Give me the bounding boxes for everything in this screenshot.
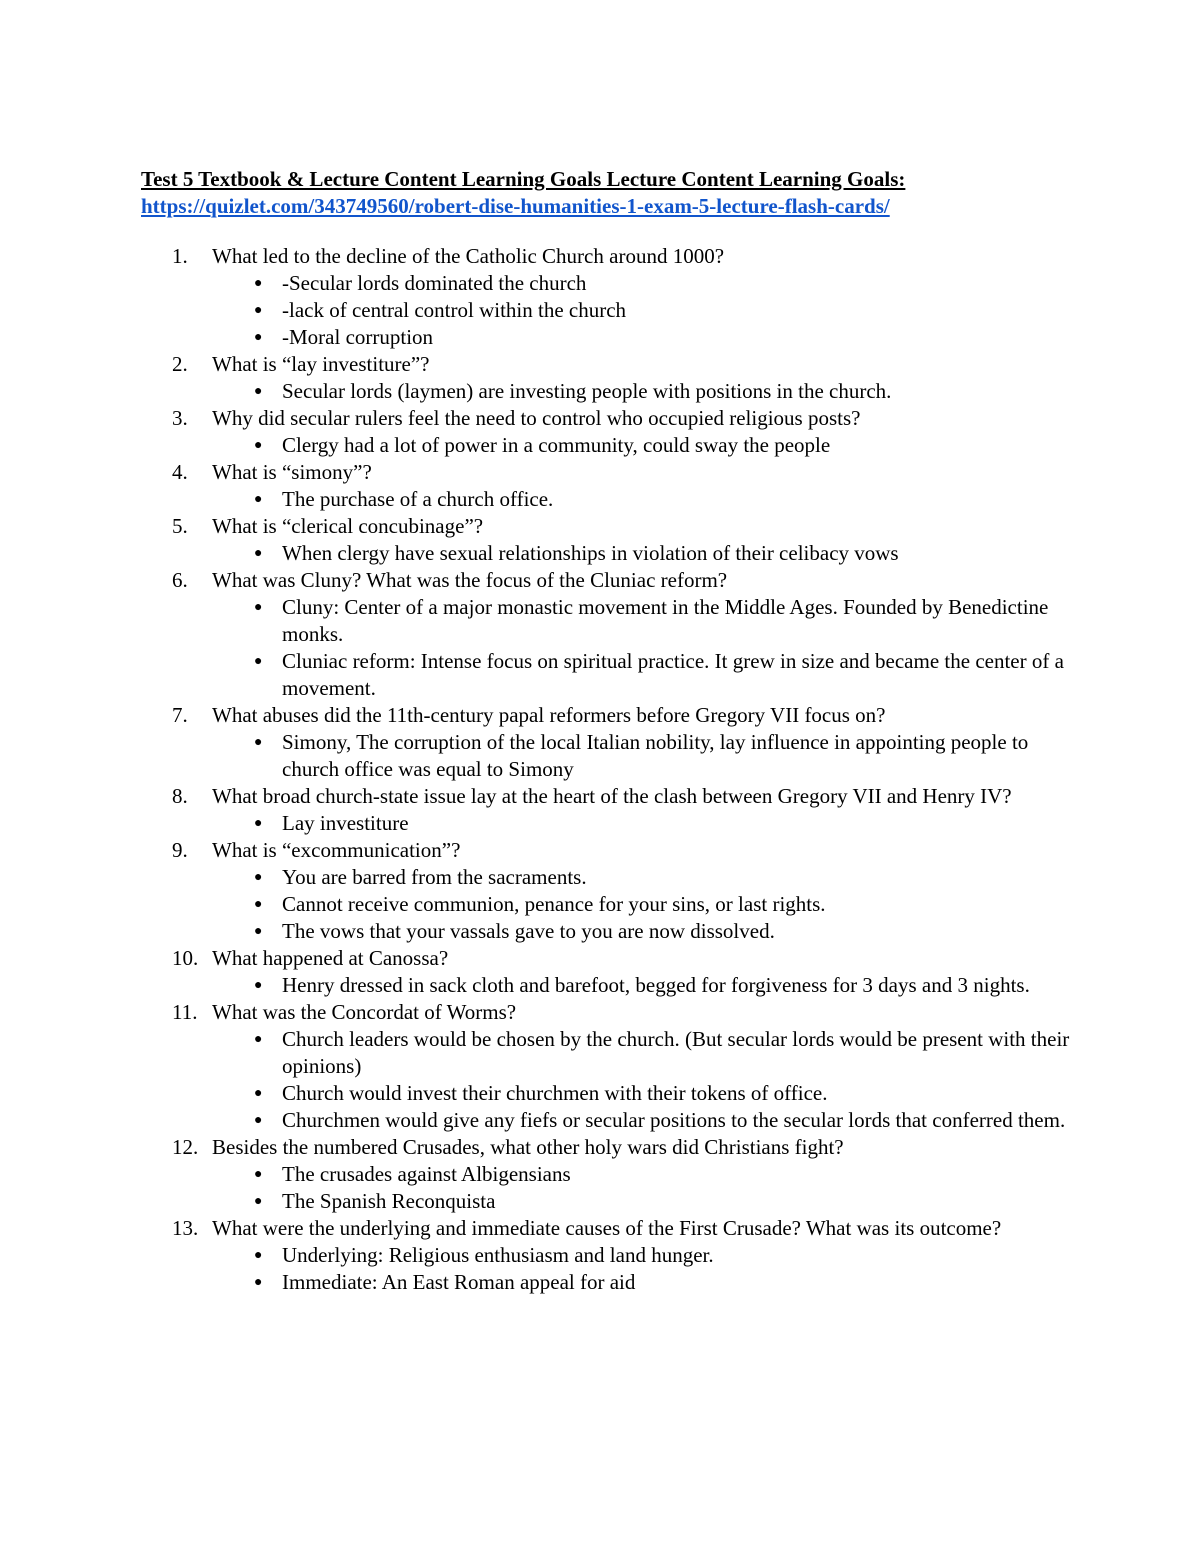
answer-text: The Spanish Reconquista [282, 1189, 496, 1213]
document-header [141, 166, 1081, 220]
question-number: 7. [172, 703, 188, 727]
question-number: 2. [172, 352, 188, 376]
answer-text: The crusades against Albigensians [282, 1162, 571, 1186]
question-item [172, 243, 1072, 351]
answer-item [212, 486, 1072, 513]
bullet-icon: ● [254, 1248, 263, 1263]
question-number: 6. [172, 568, 188, 592]
question-number: 9. [172, 838, 188, 862]
answer-text: Church leaders would be chosen by the church. (But secular lords would be present with their opinions) [282, 1027, 1070, 1078]
answer-text: You are barred from the sacraments. [282, 865, 587, 889]
question-text: What was the Concordat of Worms? [212, 1000, 517, 1024]
answer-item [212, 432, 1072, 459]
answer-list [212, 729, 1072, 783]
question-text: Besides the numbered Crusades, what other holy wars did Christians fight? [212, 1135, 844, 1159]
answer-list [212, 540, 1072, 567]
answer-item [212, 1269, 1072, 1296]
answer-text: Simony, The corruption of the local Italian nobility, lay influence in appointing people to church office was equal to Simony [282, 730, 1029, 781]
answer-item [212, 378, 1072, 405]
bullet-icon: ● [254, 978, 263, 993]
answer-item [212, 1242, 1072, 1269]
question-text: What is “simony”? [212, 460, 372, 484]
question-text: What broad church-state issue lay at the heart of the clash between Gregory VII and Henry IV? [212, 784, 1012, 808]
question-item [172, 567, 1072, 702]
question-number: 13. [172, 1216, 199, 1240]
question-text: What is “clerical concubinage”? [212, 514, 484, 538]
answer-list [212, 594, 1072, 702]
answer-text: Church would invest their churchmen with their tokens of office. [282, 1081, 828, 1105]
question-text: What happened at Canossa? [212, 946, 449, 970]
answer-text: Cluniac reform: Intense focus on spiritual practice. It grew in size and became the center of a movement. [282, 649, 1064, 700]
document-title: Test 5 Textbook & Lecture Content Learning Goals Lecture Content Learning Goals: [141, 167, 906, 191]
answer-item [212, 270, 1072, 297]
answer-item [212, 1026, 1072, 1080]
answer-list [212, 1161, 1072, 1215]
question-number: 12. [172, 1135, 199, 1159]
bullet-icon: ● [254, 924, 263, 939]
answer-list [212, 810, 1072, 837]
bullet-icon: ● [254, 438, 263, 453]
question-text: What is “excommunication”? [212, 838, 461, 862]
question-item [172, 459, 1072, 513]
question-number: 11. [172, 1000, 198, 1024]
answer-list [212, 378, 1072, 405]
answer-list [212, 864, 1072, 945]
bullet-icon: ● [254, 897, 263, 912]
answer-text: -lack of central control within the church [282, 298, 627, 322]
bullet-icon: ● [254, 654, 263, 669]
bullet-icon: ● [254, 816, 263, 831]
question-item [172, 783, 1072, 837]
question-item [172, 1215, 1072, 1296]
answer-text: Underlying: Religious enthusiasm and land hunger. [282, 1243, 714, 1267]
question-list [172, 243, 1072, 1296]
question-number: 5. [172, 514, 188, 538]
question-number: 8. [172, 784, 188, 808]
bullet-icon: ● [254, 735, 263, 750]
answer-text: When clergy have sexual relationships in violation of their celibacy vows [282, 541, 899, 565]
answer-item [212, 540, 1072, 567]
answer-text: Cannot receive communion, penance for your sins, or last rights. [282, 892, 826, 916]
answer-text: -Moral corruption [282, 325, 434, 349]
question-text: What led to the decline of the Catholic Church around 1000? [212, 244, 725, 268]
bullet-icon: ● [254, 1194, 263, 1209]
bullet-icon: ● [254, 546, 263, 561]
answer-item [212, 1080, 1072, 1107]
question-item [172, 351, 1072, 405]
answer-list [212, 1242, 1072, 1296]
answer-item [212, 324, 1072, 351]
answer-item [212, 648, 1072, 702]
bullet-icon: ● [254, 870, 263, 885]
question-text: What were the underlying and immediate causes of the First Crusade? What was its outcome? [212, 1216, 1002, 1240]
answer-list [212, 486, 1072, 513]
answer-item [212, 891, 1072, 918]
question-text: What is “lay investiture”? [212, 352, 430, 376]
question-text: What abuses did the 11th-century papal reformers before Gregory VII focus on? [212, 703, 886, 727]
answer-item [212, 1107, 1072, 1134]
answer-list [212, 432, 1072, 459]
answer-text: Churchmen would give any fiefs or secular positions to the secular lords that conferred them. [282, 1108, 1066, 1132]
answer-item [212, 297, 1072, 324]
question-item [172, 405, 1072, 459]
answer-text: Secular lords (laymen) are investing people with positions in the church. [282, 379, 892, 403]
bullet-icon: ● [254, 330, 263, 345]
answer-item [212, 972, 1072, 999]
question-text: Why did secular rulers feel the need to control who occupied religious posts? [212, 406, 861, 430]
question-text: What was Cluny? What was the focus of the Cluniac reform? [212, 568, 728, 592]
answer-list [212, 1026, 1072, 1134]
question-item [172, 1134, 1072, 1215]
answer-text: Cluny: Center of a major monastic movement in the Middle Ages. Founded by Benedictine monks. [282, 595, 1049, 646]
answer-item [212, 864, 1072, 891]
question-item [172, 837, 1072, 945]
bullet-icon: ● [254, 303, 263, 318]
answer-text: Henry dressed in sack cloth and barefoot, begged for forgiveness for 3 days and 3 nights. [282, 973, 1030, 997]
bullet-icon: ● [254, 600, 263, 615]
bullet-icon: ● [254, 1275, 263, 1290]
question-item [172, 513, 1072, 567]
answer-text: -Secular lords dominated the church [282, 271, 587, 295]
bullet-icon: ● [254, 384, 263, 399]
question-number: 3. [172, 406, 188, 430]
bullet-icon: ● [254, 276, 263, 291]
answer-list [212, 972, 1072, 999]
answer-text: The purchase of a church office. [282, 487, 554, 511]
answer-item [212, 1188, 1072, 1215]
answer-item [212, 810, 1072, 837]
question-number: 10. [172, 946, 199, 970]
answer-text: Immediate: An East Roman appeal for aid [282, 1270, 636, 1294]
answer-list [212, 270, 1072, 351]
question-item [172, 945, 1072, 999]
answer-item [212, 918, 1072, 945]
bullet-icon: ● [254, 1167, 263, 1182]
answer-text: Clergy had a lot of power in a community, could sway the people [282, 433, 831, 457]
bullet-icon: ● [254, 1032, 263, 1047]
answer-item [212, 729, 1072, 783]
answer-text: Lay investiture [282, 811, 409, 835]
bullet-icon: ● [254, 1113, 263, 1128]
question-number: 4. [172, 460, 188, 484]
question-item [172, 702, 1072, 783]
question-item [172, 999, 1072, 1134]
quizlet-link[interactable]: https://quizlet.com/343749560/robert-dise-humanities-1-exam-5-lecture-flash-cards/ [141, 194, 890, 218]
bullet-icon: ● [254, 492, 263, 507]
bullet-icon: ● [254, 1086, 263, 1101]
question-number: 1. [172, 244, 188, 268]
answer-text: The vows that your vassals gave to you are now dissolved. [282, 919, 775, 943]
answer-item [212, 594, 1072, 648]
answer-item [212, 1161, 1072, 1188]
